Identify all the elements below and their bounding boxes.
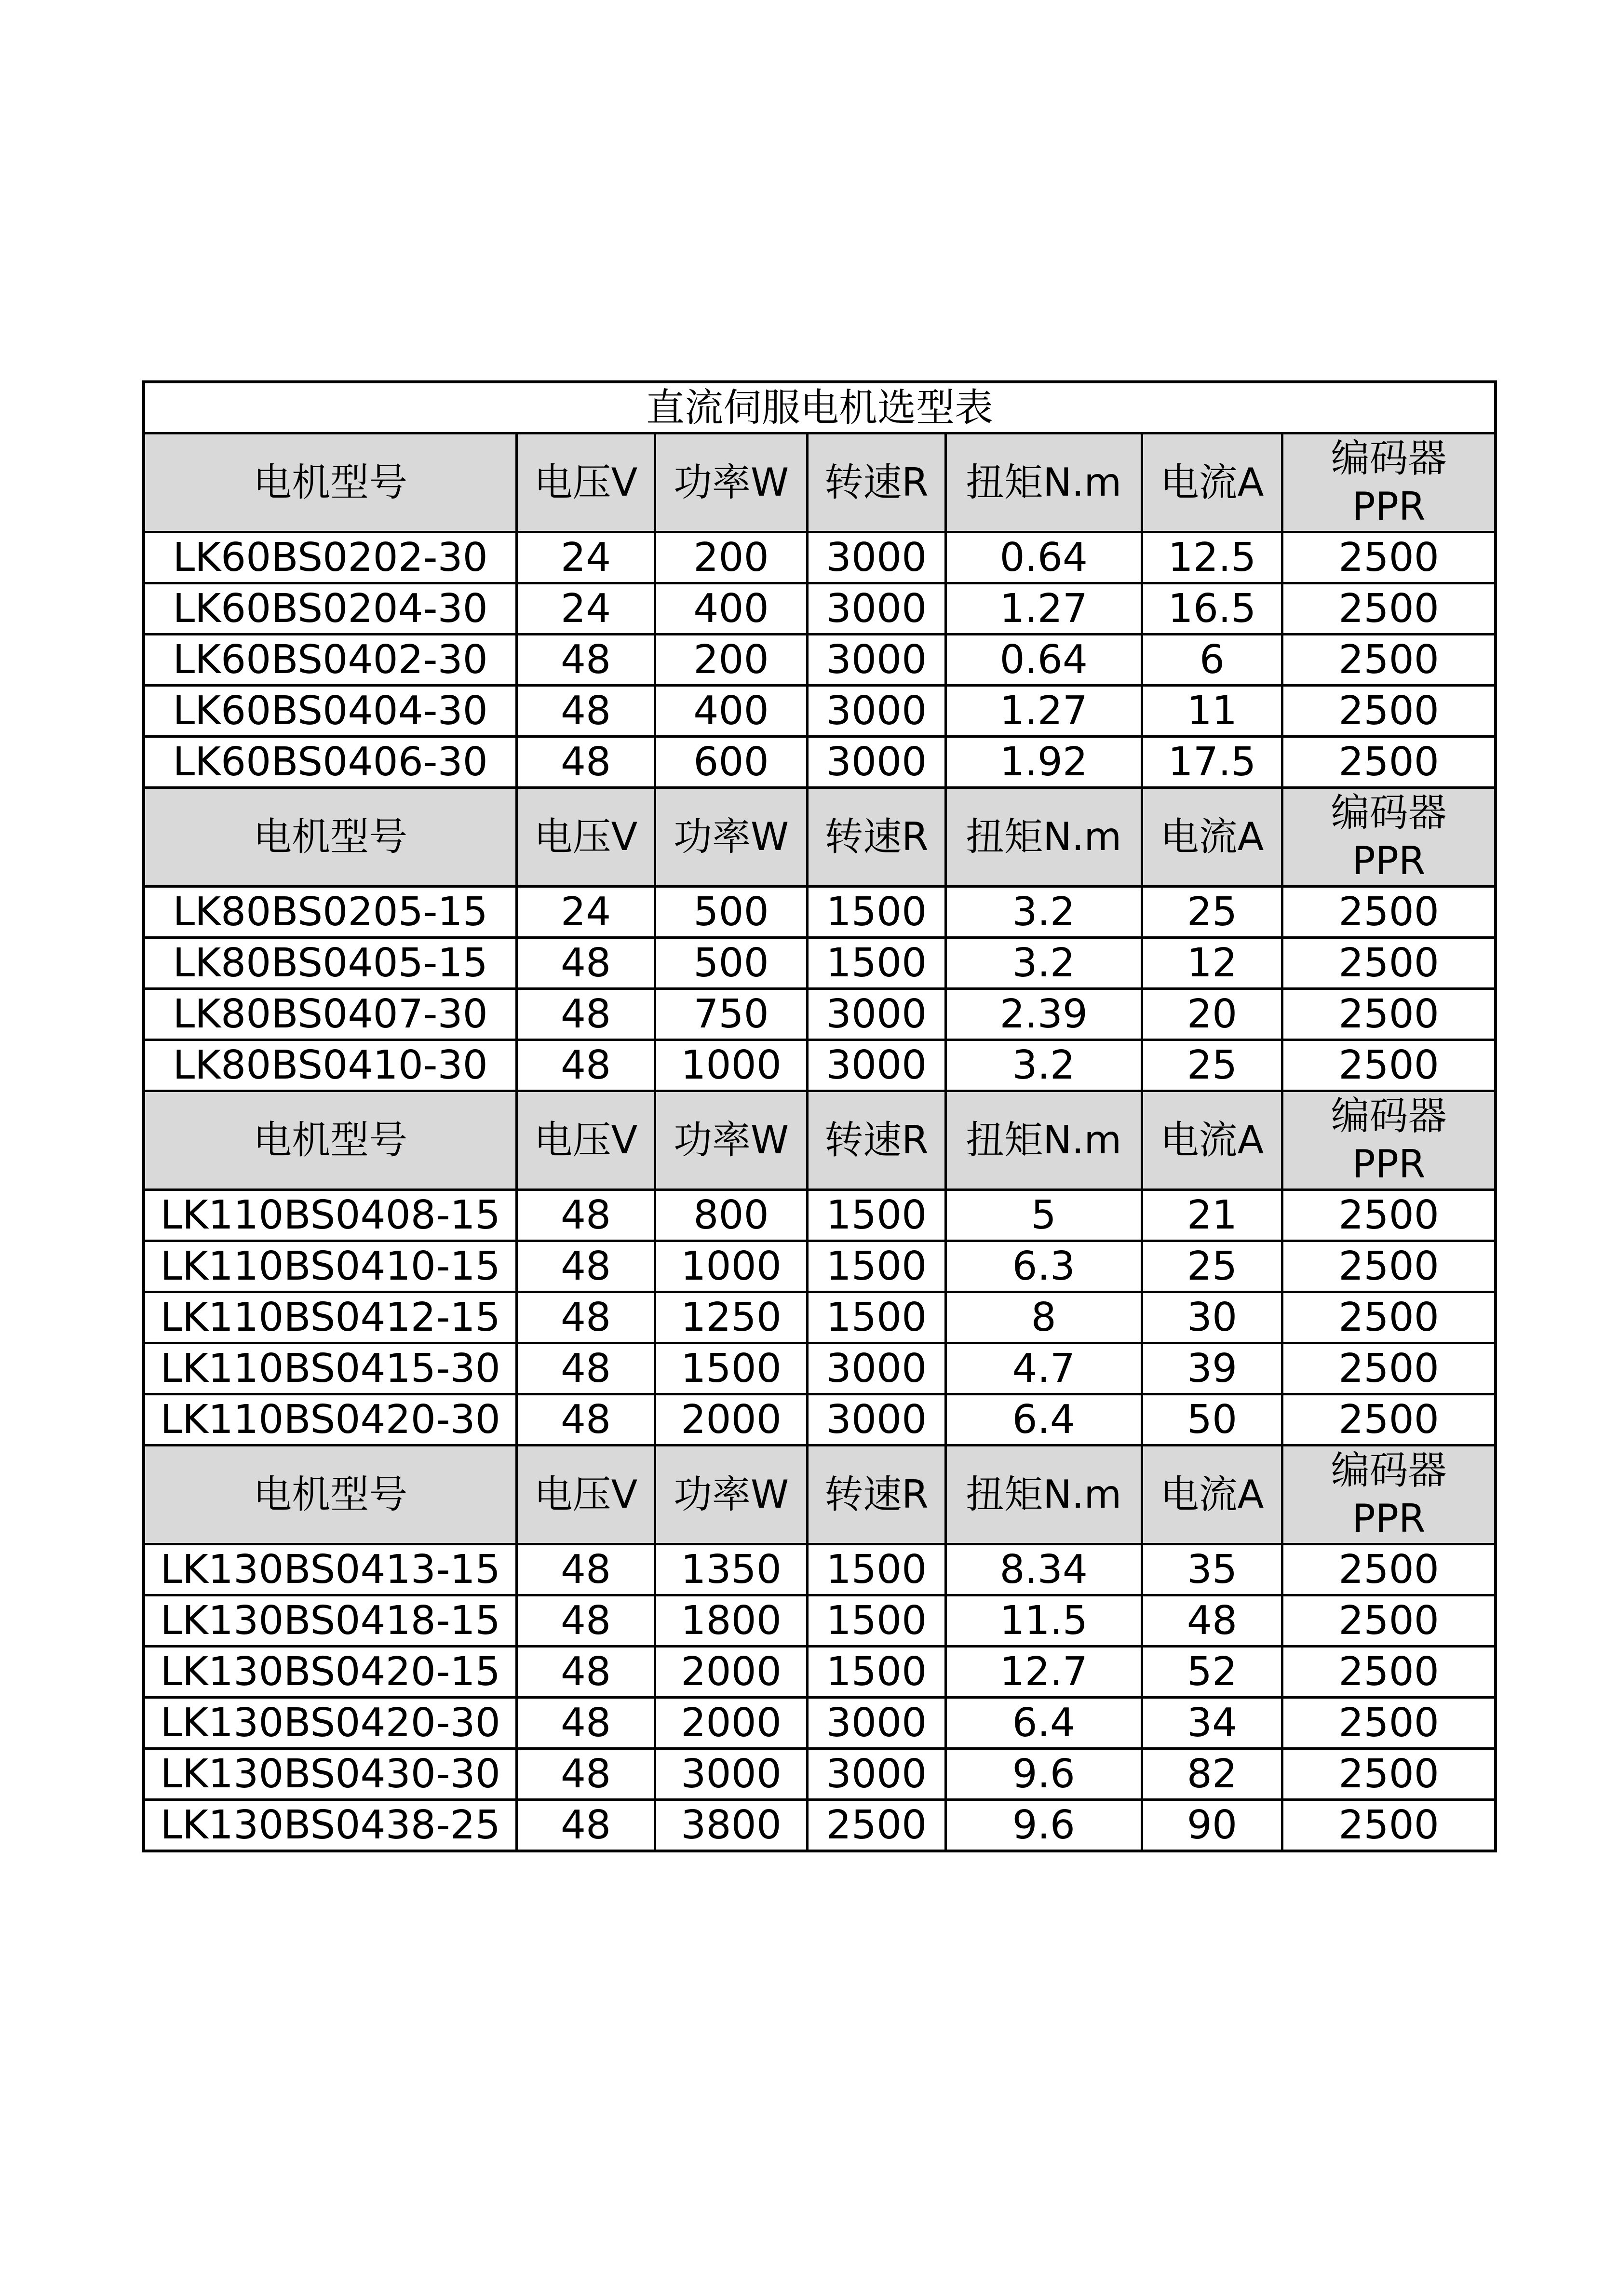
cell-power: 1350: [655, 1544, 808, 1595]
cell-torque: 11.5: [945, 1595, 1142, 1647]
cell-encoder: 2500: [1282, 686, 1496, 737]
cell-encoder: 2500: [1282, 1040, 1496, 1091]
header-power: 功率W: [655, 1445, 808, 1544]
cell-voltage: 48: [517, 1292, 655, 1343]
cell-encoder: 2500: [1282, 1544, 1496, 1595]
cell-current: 50: [1142, 1394, 1282, 1445]
cell-encoder: 2500: [1282, 1292, 1496, 1343]
cell-current: 6: [1142, 635, 1282, 686]
cell-speed: 1500: [808, 938, 945, 989]
cell-speed: 3000: [808, 1394, 945, 1445]
cell-power: 1000: [655, 1241, 808, 1292]
cell-model: LK130BS0418-15: [144, 1595, 517, 1647]
header-row: [144, 1091, 1496, 1190]
cell-model: LK60BS0202-30: [144, 532, 517, 583]
cell-model: LK130BS0420-30: [144, 1698, 517, 1749]
table-row: [144, 1241, 1496, 1292]
cell-encoder: 2500: [1282, 989, 1496, 1040]
cell-torque: 9.6: [945, 1800, 1142, 1851]
cell-current: 52: [1142, 1647, 1282, 1698]
cell-encoder: 2500: [1282, 532, 1496, 583]
cell-model: LK110BS0420-30: [144, 1394, 517, 1445]
cell-speed: 3000: [808, 532, 945, 583]
cell-speed: 3000: [808, 989, 945, 1040]
cell-voltage: 48: [517, 938, 655, 989]
header-voltage: 电压V: [517, 1445, 655, 1544]
header-encoder: [1282, 433, 1496, 532]
cell-speed: 1500: [808, 887, 945, 938]
cell-torque: 3.2: [945, 887, 1142, 938]
header-current: 电流A: [1142, 788, 1282, 887]
table-row: [144, 1647, 1496, 1698]
motor-selection-table: [142, 380, 1497, 1852]
header-voltage: 电压V: [517, 1091, 655, 1190]
cell-model: LK130BS0420-15: [144, 1647, 517, 1698]
header-voltage: 电压V: [517, 788, 655, 887]
table-row: [144, 938, 1496, 989]
cell-voltage: 48: [517, 1647, 655, 1698]
cell-voltage: 48: [517, 686, 655, 737]
cell-power: 400: [655, 583, 808, 635]
header-encoder-label: 编码器 PPR: [1331, 436, 1447, 529]
table-row: [144, 737, 1496, 788]
header-model: 电机型号: [144, 788, 517, 887]
header-encoder-label: 编码器 PPR: [1331, 1094, 1447, 1187]
table-row: [144, 887, 1496, 938]
title-row: [144, 382, 1496, 433]
table-title: 直流伺服电机选型表: [144, 382, 1496, 433]
cell-torque: 6.3: [945, 1241, 1142, 1292]
cell-encoder: 2500: [1282, 737, 1496, 788]
cell-torque: 2.39: [945, 989, 1142, 1040]
table-row: [144, 1040, 1496, 1091]
cell-power: 3000: [655, 1749, 808, 1800]
cell-encoder: 2500: [1282, 1698, 1496, 1749]
header-model: 电机型号: [144, 1091, 517, 1190]
cell-model: LK60BS0402-30: [144, 635, 517, 686]
header-torque: 扭矩N.m: [945, 788, 1142, 887]
cell-voltage: 48: [517, 1040, 655, 1091]
cell-model: LK130BS0438-25: [144, 1800, 517, 1851]
cell-power: 1500: [655, 1343, 808, 1394]
cell-power: 500: [655, 887, 808, 938]
header-encoder-label: 编码器 PPR: [1331, 1448, 1447, 1541]
cell-current: 21: [1142, 1190, 1282, 1241]
cell-current: 82: [1142, 1749, 1282, 1800]
cell-current: 35: [1142, 1544, 1282, 1595]
cell-current: 48: [1142, 1595, 1282, 1647]
cell-torque: 6.4: [945, 1698, 1142, 1749]
header-row: [144, 1445, 1496, 1544]
cell-speed: 3000: [808, 1749, 945, 1800]
cell-current: 25: [1142, 1040, 1282, 1091]
cell-power: 1250: [655, 1292, 808, 1343]
cell-speed: 1500: [808, 1241, 945, 1292]
cell-speed: 1500: [808, 1544, 945, 1595]
cell-encoder: 2500: [1282, 1343, 1496, 1394]
cell-voltage: 48: [517, 1698, 655, 1749]
cell-torque: 3.2: [945, 1040, 1142, 1091]
cell-model: LK130BS0413-15: [144, 1544, 517, 1595]
cell-power: 1000: [655, 1040, 808, 1091]
table-row: [144, 1544, 1496, 1595]
cell-voltage: 48: [517, 1800, 655, 1851]
cell-torque: 8: [945, 1292, 1142, 1343]
cell-model: LK80BS0410-30: [144, 1040, 517, 1091]
header-power: 功率W: [655, 433, 808, 532]
cell-current: 39: [1142, 1343, 1282, 1394]
header-speed: 转速R: [808, 1445, 945, 1544]
cell-model: LK130BS0430-30: [144, 1749, 517, 1800]
header-power: 功率W: [655, 1091, 808, 1190]
cell-power: 800: [655, 1190, 808, 1241]
cell-encoder: 2500: [1282, 1647, 1496, 1698]
cell-model: LK110BS0410-15: [144, 1241, 517, 1292]
cell-torque: 1.27: [945, 686, 1142, 737]
cell-voltage: 48: [517, 1343, 655, 1394]
table-row: [144, 583, 1496, 635]
cell-torque: 1.92: [945, 737, 1142, 788]
table-row: [144, 989, 1496, 1040]
cell-encoder: 2500: [1282, 1595, 1496, 1647]
header-current: 电流A: [1142, 1445, 1282, 1544]
table-row: [144, 1595, 1496, 1647]
cell-power: 2000: [655, 1698, 808, 1749]
cell-voltage: 48: [517, 1595, 655, 1647]
cell-current: 20: [1142, 989, 1282, 1040]
cell-torque: 6.4: [945, 1394, 1142, 1445]
cell-encoder: 2500: [1282, 1241, 1496, 1292]
cell-current: 25: [1142, 887, 1282, 938]
cell-torque: 8.34: [945, 1544, 1142, 1595]
cell-voltage: 48: [517, 1241, 655, 1292]
header-power: 功率W: [655, 788, 808, 887]
header-encoder: [1282, 788, 1496, 887]
cell-speed: 3000: [808, 686, 945, 737]
header-encoder: [1282, 1091, 1496, 1190]
cell-current: 16.5: [1142, 583, 1282, 635]
cell-power: 600: [655, 737, 808, 788]
cell-voltage: 48: [517, 635, 655, 686]
cell-speed: 3000: [808, 583, 945, 635]
table-row: [144, 1394, 1496, 1445]
cell-current: 30: [1142, 1292, 1282, 1343]
table-body: [144, 382, 1496, 1851]
cell-current: 25: [1142, 1241, 1282, 1292]
cell-encoder: 2500: [1282, 887, 1496, 938]
cell-torque: 12.7: [945, 1647, 1142, 1698]
cell-model: LK80BS0405-15: [144, 938, 517, 989]
header-torque: 扭矩N.m: [945, 433, 1142, 532]
cell-torque: 5: [945, 1190, 1142, 1241]
header-speed: 转速R: [808, 1091, 945, 1190]
cell-torque: 0.64: [945, 532, 1142, 583]
cell-encoder: 2500: [1282, 635, 1496, 686]
cell-torque: 0.64: [945, 635, 1142, 686]
cell-power: 750: [655, 989, 808, 1040]
header-voltage: 电压V: [517, 433, 655, 532]
header-row: [144, 433, 1496, 532]
cell-speed: 3000: [808, 1040, 945, 1091]
header-encoder: [1282, 1445, 1496, 1544]
cell-torque: 1.27: [945, 583, 1142, 635]
header-torque: 扭矩N.m: [945, 1091, 1142, 1190]
table-row: [144, 1800, 1496, 1851]
cell-voltage: 48: [517, 1394, 655, 1445]
cell-encoder: 2500: [1282, 1190, 1496, 1241]
table-row: [144, 635, 1496, 686]
cell-encoder: 2500: [1282, 1800, 1496, 1851]
table-row: [144, 1190, 1496, 1241]
cell-current: 12.5: [1142, 532, 1282, 583]
cell-speed: 3000: [808, 737, 945, 788]
cell-power: 200: [655, 532, 808, 583]
cell-encoder: 2500: [1282, 1394, 1496, 1445]
table-row: [144, 1749, 1496, 1800]
header-speed: 转速R: [808, 788, 945, 887]
cell-model: LK60BS0404-30: [144, 686, 517, 737]
cell-model: LK60BS0406-30: [144, 737, 517, 788]
cell-power: 500: [655, 938, 808, 989]
cell-power: 200: [655, 635, 808, 686]
cell-torque: 3.2: [945, 938, 1142, 989]
table-row: [144, 1698, 1496, 1749]
cell-torque: 4.7: [945, 1343, 1142, 1394]
cell-voltage: 24: [517, 532, 655, 583]
cell-current: 12: [1142, 938, 1282, 989]
cell-encoder: 2500: [1282, 583, 1496, 635]
cell-model: LK80BS0205-15: [144, 887, 517, 938]
header-torque: 扭矩N.m: [945, 1445, 1142, 1544]
cell-power: 3800: [655, 1800, 808, 1851]
table-row: [144, 532, 1496, 583]
header-model: 电机型号: [144, 433, 517, 532]
cell-model: LK110BS0408-15: [144, 1190, 517, 1241]
cell-model: LK110BS0415-30: [144, 1343, 517, 1394]
header-current: 电流A: [1142, 1091, 1282, 1190]
cell-speed: 3000: [808, 635, 945, 686]
cell-model: LK80BS0407-30: [144, 989, 517, 1040]
cell-voltage: 48: [517, 1190, 655, 1241]
cell-speed: 3000: [808, 1698, 945, 1749]
cell-encoder: 2500: [1282, 1749, 1496, 1800]
cell-torque: 9.6: [945, 1749, 1142, 1800]
cell-voltage: 48: [517, 1544, 655, 1595]
cell-encoder: 2500: [1282, 938, 1496, 989]
cell-speed: 1500: [808, 1292, 945, 1343]
cell-voltage: 24: [517, 887, 655, 938]
cell-power: 1800: [655, 1595, 808, 1647]
header-current: 电流A: [1142, 433, 1282, 532]
cell-speed: 1500: [808, 1595, 945, 1647]
header-row: [144, 788, 1496, 887]
cell-current: 11: [1142, 686, 1282, 737]
cell-voltage: 48: [517, 989, 655, 1040]
header-speed: 转速R: [808, 433, 945, 532]
cell-voltage: 24: [517, 583, 655, 635]
table-row: [144, 686, 1496, 737]
cell-speed: 1500: [808, 1647, 945, 1698]
cell-model: LK110BS0412-15: [144, 1292, 517, 1343]
cell-speed: 3000: [808, 1343, 945, 1394]
table-row: [144, 1292, 1496, 1343]
cell-voltage: 48: [517, 1749, 655, 1800]
header-model: 电机型号: [144, 1445, 517, 1544]
table-row: [144, 1343, 1496, 1394]
cell-power: 2000: [655, 1394, 808, 1445]
cell-current: 34: [1142, 1698, 1282, 1749]
cell-power: 2000: [655, 1647, 808, 1698]
cell-speed: 1500: [808, 1190, 945, 1241]
cell-current: 90: [1142, 1800, 1282, 1851]
cell-speed: 2500: [808, 1800, 945, 1851]
cell-current: 17.5: [1142, 737, 1282, 788]
cell-model: LK60BS0204-30: [144, 583, 517, 635]
header-encoder-label: 编码器 PPR: [1331, 790, 1447, 883]
cell-voltage: 48: [517, 737, 655, 788]
cell-power: 400: [655, 686, 808, 737]
